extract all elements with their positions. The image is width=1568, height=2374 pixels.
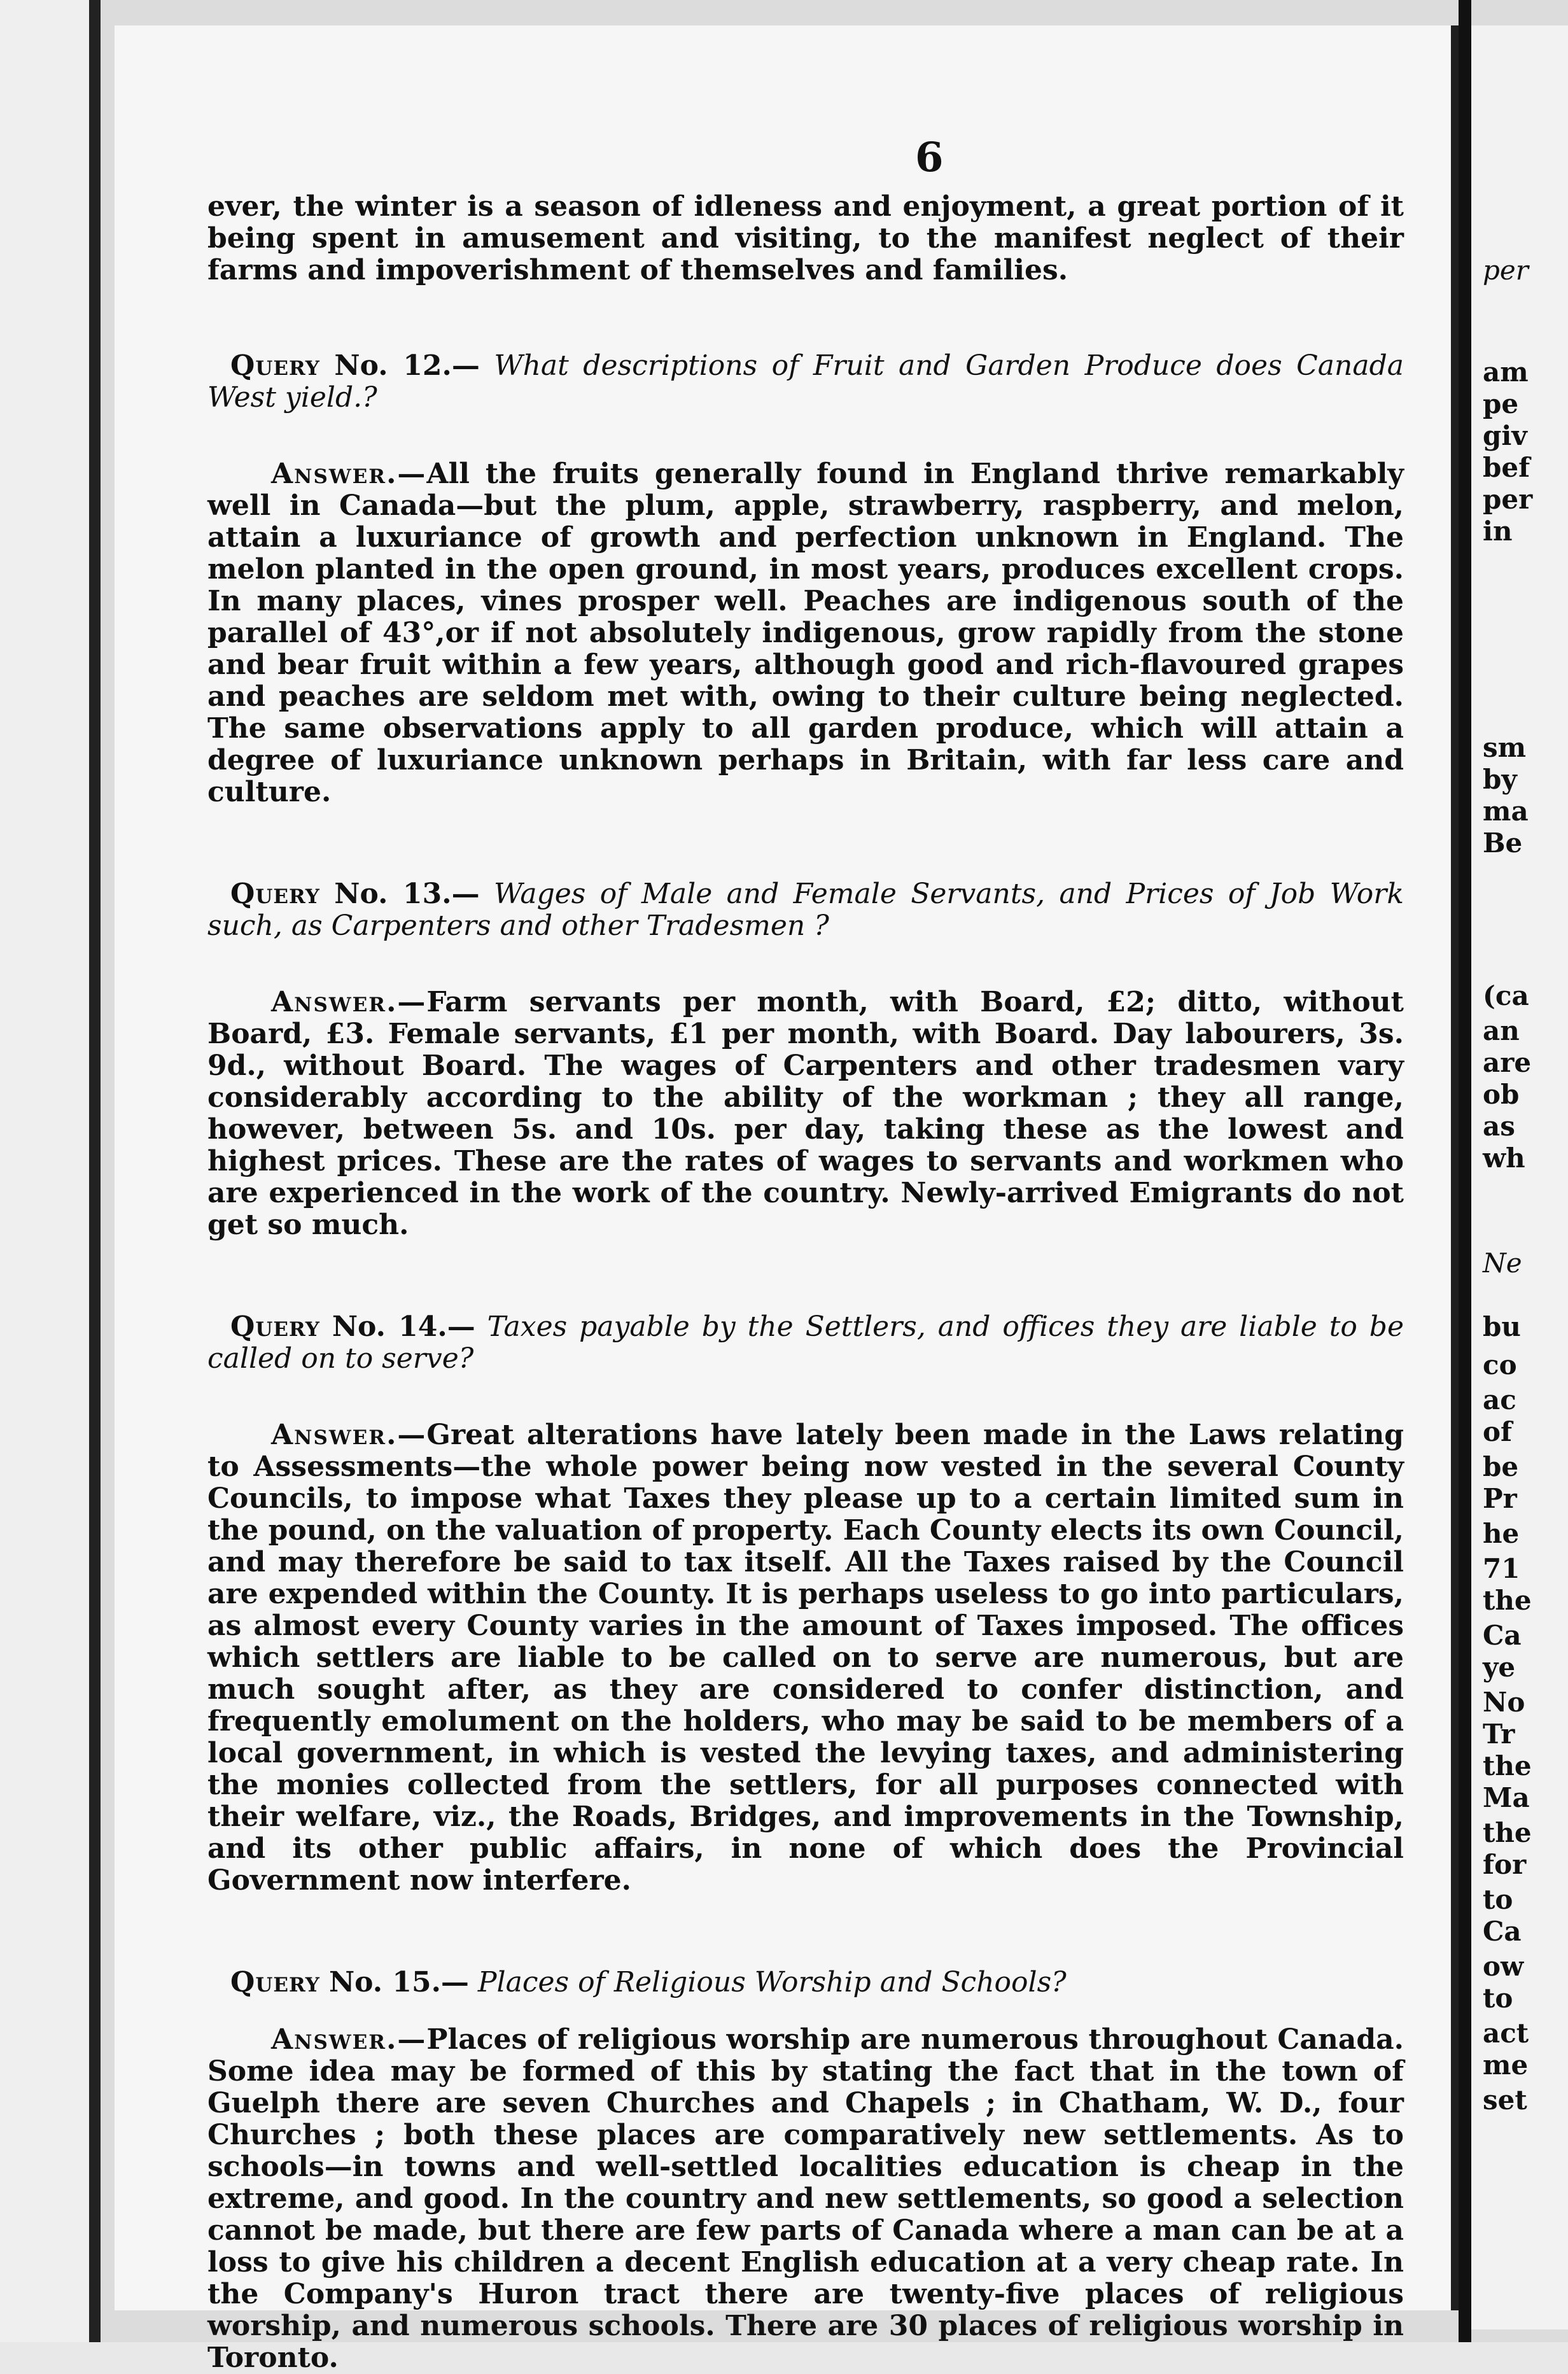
- adjacent-page-fragment: per: [1483, 484, 1533, 515]
- left-page-edge: [0, 0, 95, 2342]
- query-label: Query: [230, 349, 320, 382]
- adjacent-page-fragment: by: [1483, 764, 1517, 795]
- query-section-15: [207, 1967, 1404, 2374]
- adjacent-page-fragment: co: [1483, 1349, 1517, 1380]
- query-text: Places of Religious Worship and Schools?: [477, 1966, 1067, 1998]
- answer-text: Farm servants per month, with Board, £2; ditto, without Board, £3. Female servants, £1 per month, with Board. Day labourers, 3s. 9d., without Board. The wages of Carpenters and other tradesmen vary considerably according to the ability of the workman ; they all range, however, between 5s. and 10s. per day, taking these as the lowest and highest prices. These are the rates of wages to servants and workmen who are experienced in the work of the country. Newly-arrived Emigrants do not get so much.: [207, 986, 1404, 1241]
- adjacent-page-fragment: giv: [1483, 420, 1527, 451]
- answer-paragraph: [207, 987, 1404, 1241]
- query-number: No. 14.—: [332, 1310, 475, 1343]
- page-body: [207, 191, 1404, 2374]
- adjacent-page-fragment: ow: [1483, 1951, 1524, 1982]
- answer-label: Answer.—: [271, 986, 427, 1018]
- query-text: What descriptions of Fruit and Garden Produce does Canada West yield.?: [207, 349, 1404, 414]
- query-text: Taxes payable by the Settlers, and offices they are liable to be called on to serve?: [207, 1310, 1404, 1375]
- adjacent-page-fragment: 71: [1483, 1553, 1520, 1584]
- query-heading: [207, 1967, 1404, 1998]
- adjacent-page-fragment: sm: [1483, 732, 1527, 763]
- adjacent-page-fragment: be: [1483, 1451, 1519, 1482]
- adjacent-page-fragment: Be: [1483, 827, 1523, 859]
- continued-paragraph: ever, the winter is a season of idleness and enjoyment, a great portion of it being spent in amusement and visiting, to the manifest neglect of their farms and impoverishment of themselves and families.: [207, 190, 1404, 286]
- query-heading: [207, 1311, 1404, 1375]
- adjacent-page-fragment: the: [1483, 1750, 1532, 1781]
- query-label: Query: [230, 878, 320, 910]
- adjacent-page-fragment: Ca: [1483, 1916, 1522, 1947]
- adjacent-page-fragment: am: [1483, 356, 1529, 388]
- adjacent-page-fragment: Ma: [1483, 1782, 1530, 1813]
- adjacent-page-fragment: me: [1483, 2049, 1529, 2081]
- adjacent-page-fragment: ma: [1483, 796, 1529, 827]
- adjacent-page-fragment: in: [1483, 516, 1513, 547]
- adjacent-page-fragment: of: [1483, 1416, 1513, 1447]
- query-section-14: [207, 1311, 1404, 1897]
- page-number: 6: [915, 134, 944, 181]
- answer-paragraph: [207, 2024, 1404, 2374]
- adjacent-page-fragment: bef: [1483, 452, 1530, 483]
- adjacent-page-fragment: ac: [1483, 1384, 1516, 1415]
- answer-label: Answer.—: [271, 2023, 427, 2056]
- query-section-12: [207, 350, 1404, 808]
- adjacent-page-fragment: to: [1483, 1983, 1513, 2014]
- answer-text: Places of religious worship are numerous throughout Canada. Some idea may be formed of this by stating the fact that in the town of Guelph there are seven Churches and Chapels ; in Chatham, W. D., four Churches ; both these places are comparatively new settlements. As to schools—in towns and well-settled localities education is cheap in the extreme, and good. In the country and new settlements, so good a selection cannot be made, but there are few parts of Canada where a man can be at a loss to give his children a decent English education at a very cheap rate. In the Company's Huron tract there are twenty-five places of religious worship, and numerous schools. There are 30 places of religious worship in Toronto.: [207, 2023, 1404, 2374]
- query-section-13: [207, 878, 1404, 1241]
- binding-shadow: [89, 0, 101, 2342]
- answer-label: Answer.—: [271, 458, 427, 490]
- query-number: No. 15.—: [328, 1966, 469, 1998]
- adjacent-page-fragment: he: [1483, 1518, 1520, 1549]
- adjacent-page-fragment: ye: [1483, 1652, 1516, 1683]
- adjacent-page-fragment: the: [1483, 1817, 1532, 1848]
- query-heading: [207, 350, 1404, 414]
- page-gutter: [1459, 0, 1471, 2342]
- adjacent-page-fragment: Ca: [1483, 1620, 1522, 1651]
- adjacent-page-fragment: (ca: [1483, 980, 1529, 1011]
- adjacent-page-fragment: an: [1483, 1015, 1520, 1046]
- adjacent-page-fragment: per: [1483, 255, 1529, 286]
- adjacent-page-fragment: ob: [1483, 1079, 1520, 1110]
- adjacent-page-fragment: pe: [1483, 388, 1519, 419]
- adjacent-page-fragment: the: [1483, 1585, 1532, 1616]
- query-number: No. 12.—: [334, 349, 480, 382]
- adjacent-page-strip: [1471, 25, 1568, 2329]
- answer-text: Great alterations have lately been made in the Laws relating to Assessments—the whole power being now vested in the several County Councils, to impose what Taxes they please up to a certain limited sum in the pound, on the valuation of property. Each County elects its own Council, and may therefore be said to tax itself. All the Taxes raised by the Council are expended within the County. It is perhaps useless to go into particulars, as almost every County varies in the amount of Taxes imposed. The offices which settlers are liable to be called on to serve are numerous, but are much sought after, as they are considered to confer distinction, and frequently emolument on the holders, who may be said to be members of a local government, in which is vested the levying taxes, and administering the monies collected from the settlers, for all purposes connected with their welfare, viz., the Roads, Bridges, and improvements in the Township, and its other public affairs, in none of which does the Provincial Government now interfere.: [207, 1419, 1404, 1897]
- adjacent-page-fragment: No: [1483, 1687, 1525, 1718]
- answer-paragraph: [207, 458, 1404, 808]
- adjacent-page-fragment: wh: [1483, 1142, 1525, 1174]
- query-number: No. 13.—: [334, 878, 480, 910]
- adjacent-page-fragment: set: [1483, 2084, 1527, 2116]
- answer-paragraph: [207, 1419, 1404, 1897]
- adjacent-page-fragment: as: [1483, 1111, 1515, 1142]
- adjacent-page-fragment: to: [1483, 1884, 1513, 1915]
- answer-text: All the fruits generally found in England thrive remarkably well in Canada—but the plum, apple, strawberry, raspberry, and melon, attain a luxuriance of growth and perfection unknown in England. The melon planted in the open ground, in most years, produces excellent crops. In many places, vines prosper well. Peaches are indigenous south of the parallel of 43°,or if not absolutely indigenous, grow rapidly from the stone and bear fruit within a few years, although good and rich-flavoured grapes and peaches are seldom met with, owing to their culture being neglected. The same observations apply to all garden produce, which will attain a degree of luxuriance unknown perhaps in Britain, with far less care and culture.: [207, 458, 1404, 808]
- query-label: Query: [230, 1310, 320, 1343]
- adjacent-page-fragment: are: [1483, 1047, 1532, 1078]
- adjacent-page-fragment: for: [1483, 1849, 1527, 1880]
- adjacent-page-fragment: Ne: [1483, 1247, 1522, 1279]
- adjacent-page-fragment: Tr: [1483, 1718, 1515, 1750]
- adjacent-page-fragment: Pr: [1483, 1483, 1517, 1514]
- query-heading: [207, 878, 1404, 942]
- query-text: Wages of Male and Female Servants, and Prices of Job Work such, as Carpenters and other Tradesmen ?: [207, 878, 1404, 942]
- adjacent-page-fragment: bu: [1483, 1311, 1521, 1342]
- query-label: Query: [230, 1966, 320, 1998]
- adjacent-page-fragment: act: [1483, 2018, 1529, 2049]
- answer-label: Answer.—: [271, 1419, 427, 1451]
